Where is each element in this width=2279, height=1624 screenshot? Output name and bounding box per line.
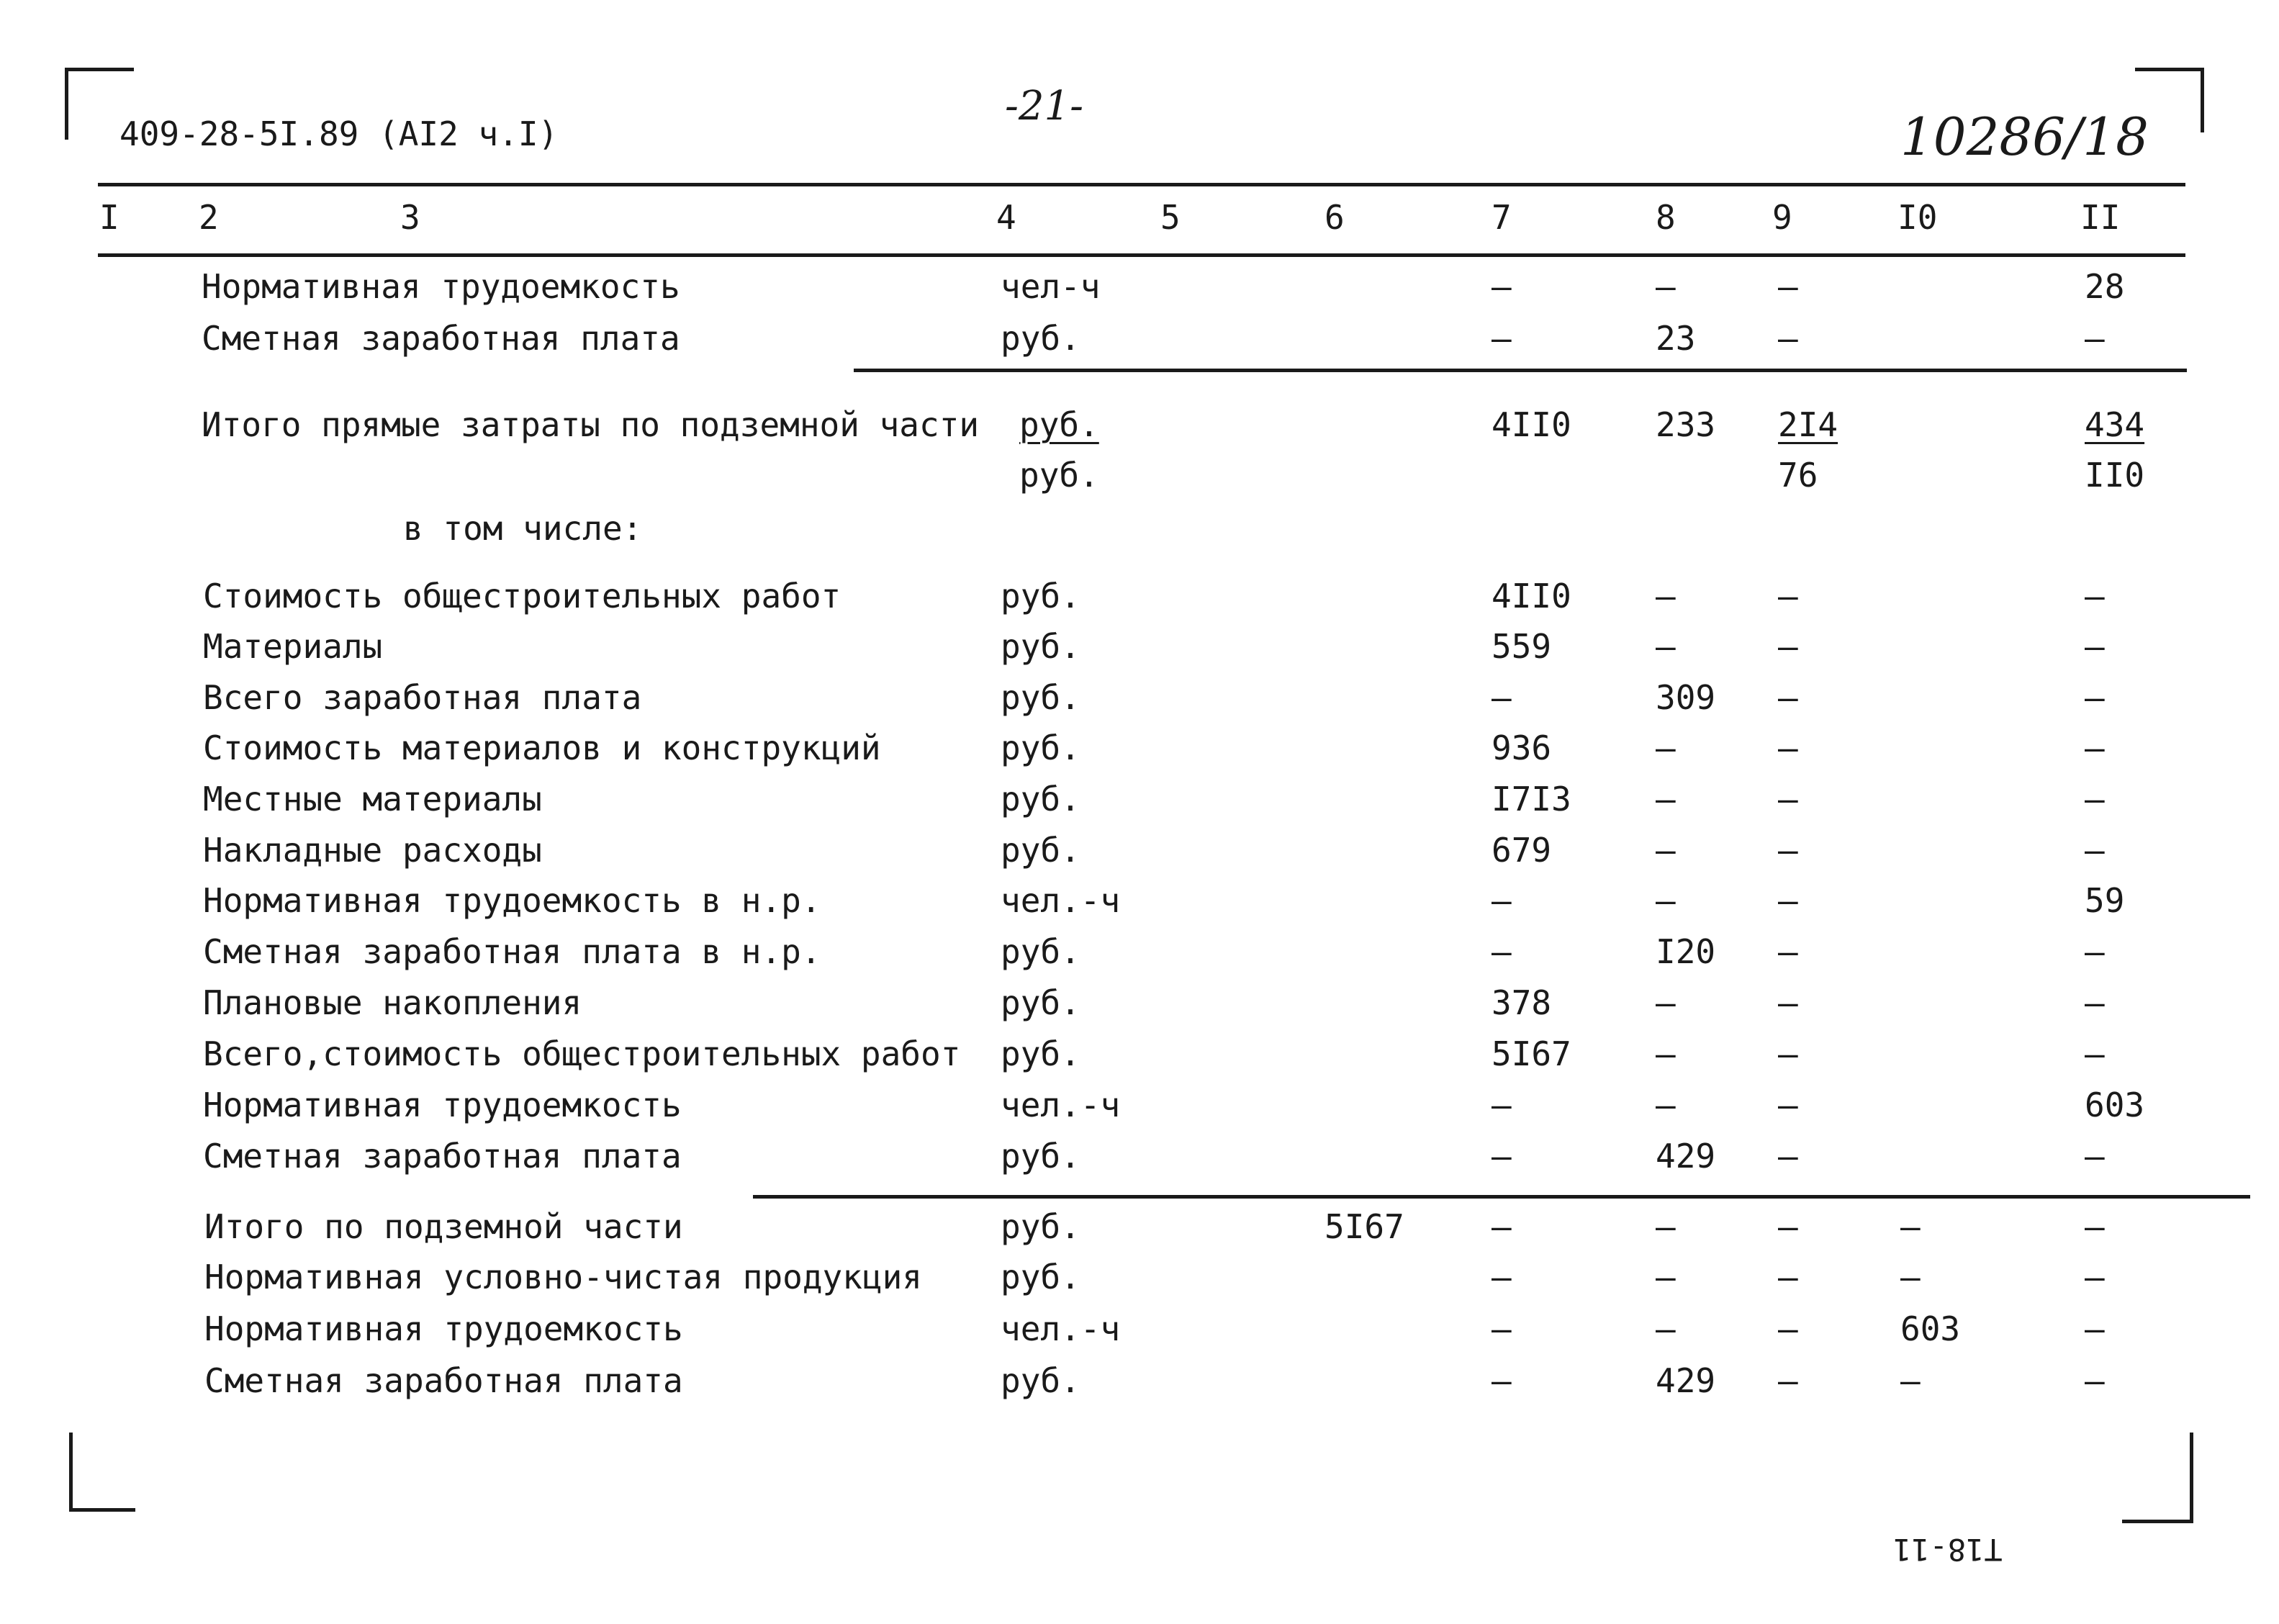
cell-col11: 59 xyxy=(2085,881,2125,920)
column-header: 9 xyxy=(1772,198,1792,237)
cell-col9: – xyxy=(1778,1086,1798,1124)
cell-col8: – xyxy=(1656,577,1676,615)
cell-col9: – xyxy=(1778,1361,1798,1400)
cell-col9: – xyxy=(1778,319,1798,358)
cell-col7: – xyxy=(1491,678,1512,717)
row-label: Стоимость материалов и конструкций xyxy=(203,728,881,767)
corner-top-left-v xyxy=(65,68,68,140)
cell-col7: – xyxy=(1491,1361,1512,1400)
cell-col10: 603 xyxy=(1900,1309,1961,1348)
cell-col11: – xyxy=(2085,1258,2105,1296)
cell-col8: – xyxy=(1656,881,1676,920)
row-unit: руб. xyxy=(1001,1207,1080,1246)
cell-col11: – xyxy=(2085,831,2105,870)
cell-col9: – xyxy=(1778,1207,1798,1246)
cell-col9: – xyxy=(1778,1034,1798,1073)
total-direct-col7: 4II0 xyxy=(1491,405,1571,444)
column-header: 2 xyxy=(199,198,219,237)
cell-col10: – xyxy=(1900,1207,1921,1246)
cell-col8: – xyxy=(1656,780,1676,818)
cell-col8: – xyxy=(1656,728,1676,767)
corner-bottom-left-v xyxy=(69,1433,73,1512)
cell-col9: – xyxy=(1778,1258,1798,1296)
cell-col10: – xyxy=(1900,1258,1921,1296)
cell-col11: – xyxy=(2085,1361,2105,1400)
column-header: 5 xyxy=(1160,198,1181,237)
row-label: Материалы xyxy=(203,627,383,666)
column-header: I0 xyxy=(1897,198,1938,237)
cell-col11: – xyxy=(2085,627,2105,666)
cell-col8: – xyxy=(1656,1034,1676,1073)
cell-col7: 679 xyxy=(1491,831,1552,870)
section-rule xyxy=(753,1195,2250,1199)
row-label: Всего заработная плата xyxy=(203,678,642,717)
cell-col11: – xyxy=(2085,780,2105,818)
cell-col8: – xyxy=(1656,1086,1676,1124)
corner-bottom-right-h xyxy=(2122,1520,2193,1523)
including-label: в том числе: xyxy=(403,509,643,548)
cell-col11: – xyxy=(2085,932,2105,971)
document-code: 409-28-5I.89 (AI2 ч.I) xyxy=(119,114,559,153)
row-label: Всего,стоимость общестроительных работ xyxy=(203,1034,961,1073)
cell-col9: – xyxy=(1778,932,1798,971)
cell-col7: 5I67 xyxy=(1491,1034,1571,1073)
row-label: Сметная заработная плата в н.р. xyxy=(203,932,821,971)
row-unit: руб. xyxy=(1001,728,1080,767)
row-unit: руб. xyxy=(1001,627,1080,666)
row-label: Местные материалы xyxy=(203,780,542,818)
cell-col9: – xyxy=(1778,983,1798,1022)
corner-top-right-h xyxy=(2135,68,2204,71)
cell-col8: 309 xyxy=(1656,678,1716,717)
total-direct-col11-bottom: II0 xyxy=(2085,456,2145,495)
cell-col7: I7I3 xyxy=(1491,780,1571,818)
cell-col11: – xyxy=(2085,577,2105,615)
cell-col8: – xyxy=(1656,627,1676,666)
cell-col9: – xyxy=(1778,267,1798,306)
corner-bottom-left-h xyxy=(69,1508,135,1512)
row-unit: руб. xyxy=(1001,932,1080,971)
corner-bottom-right-v xyxy=(2190,1433,2193,1523)
cell-col8: – xyxy=(1656,1309,1676,1348)
cell-col7: – xyxy=(1491,1207,1512,1246)
total-direct-col11-top: 434 xyxy=(2085,405,2145,444)
column-header: II xyxy=(2080,198,2121,237)
cell-col8: I20 xyxy=(1656,932,1716,971)
cell-col7: – xyxy=(1491,1137,1512,1176)
header-top-rule xyxy=(98,183,2185,186)
cell-col9: – xyxy=(1778,881,1798,920)
cell-col6: 5I67 xyxy=(1324,1207,1404,1246)
cell-col7: – xyxy=(1491,1086,1512,1124)
row-label: Накладные расходы xyxy=(203,831,542,870)
row-unit: руб. xyxy=(1001,678,1080,717)
row-unit: руб. xyxy=(1001,1034,1080,1073)
column-header: 6 xyxy=(1324,198,1345,237)
cell-col7: 4II0 xyxy=(1491,577,1571,615)
handwritten-reference: 10286/18 xyxy=(1900,107,2149,167)
column-header: 7 xyxy=(1491,198,1512,237)
column-header: 3 xyxy=(400,198,420,237)
row-unit: руб. xyxy=(1001,1361,1080,1400)
cell-col11: 28 xyxy=(2085,267,2125,306)
header-bottom-rule xyxy=(98,253,2185,257)
cell-col7: – xyxy=(1491,1309,1512,1348)
row-unit: руб. xyxy=(1001,319,1080,358)
row-label: Нормативная условно-чистая продукция xyxy=(204,1258,922,1296)
cell-col11: – xyxy=(2085,1207,2105,1246)
row-unit: руб. xyxy=(1001,831,1080,870)
cell-col9: – xyxy=(1778,678,1798,717)
cell-col8: – xyxy=(1656,1258,1676,1296)
row-label: Нормативная трудоемкость xyxy=(204,1309,683,1348)
cell-col7: – xyxy=(1491,881,1512,920)
cell-col7: 559 xyxy=(1491,627,1552,666)
row-label: Сметная заработная плата xyxy=(202,319,680,358)
cell-col7: 936 xyxy=(1491,728,1552,767)
column-header: 4 xyxy=(996,198,1016,237)
row-unit: руб. xyxy=(1001,780,1080,818)
row-unit: чел.-ч xyxy=(1001,881,1121,920)
cell-col11: – xyxy=(2085,678,2105,717)
row-unit: чел.-ч xyxy=(1001,1309,1121,1348)
cell-col11: – xyxy=(2085,1137,2105,1176)
row-label: Сметная заработная плата xyxy=(204,1361,683,1400)
total-direct-unit-top: руб. xyxy=(1019,405,1099,444)
subtotal-rule xyxy=(854,369,2187,372)
cell-col7: – xyxy=(1491,267,1512,306)
cell-col9: – xyxy=(1778,577,1798,615)
row-label: Итого по подземной части xyxy=(204,1207,683,1246)
cell-col7: – xyxy=(1491,1258,1512,1296)
cell-col8: 429 xyxy=(1656,1137,1716,1176)
cell-col11: 603 xyxy=(2085,1086,2145,1124)
cell-col10: – xyxy=(1900,1361,1921,1400)
row-label: Плановые накопления xyxy=(203,983,582,1022)
cell-col11: – xyxy=(2085,728,2105,767)
cell-col8: 23 xyxy=(1656,319,1696,358)
cell-col9: – xyxy=(1778,1309,1798,1348)
column-header: I xyxy=(99,198,119,237)
cell-col9: – xyxy=(1778,1137,1798,1176)
corner-top-right-v xyxy=(2201,68,2204,132)
row-label: Стоимость общестроительных работ xyxy=(203,577,841,615)
row-unit: чел.-ч xyxy=(1001,1086,1121,1124)
cell-col7: 378 xyxy=(1491,983,1552,1022)
corner-top-left-h xyxy=(65,68,134,71)
footer-code: T18-11 xyxy=(1893,1532,2003,1567)
total-direct-label: Итого прямые затраты по подземной части xyxy=(202,405,980,444)
cell-col8: – xyxy=(1656,267,1676,306)
cell-col9: – xyxy=(1778,728,1798,767)
cell-col8: – xyxy=(1656,1207,1676,1246)
row-unit: руб. xyxy=(1001,983,1080,1022)
cell-col7: – xyxy=(1491,932,1512,971)
cell-col9: – xyxy=(1778,831,1798,870)
cell-col11: – xyxy=(2085,983,2105,1022)
cell-col8: – xyxy=(1656,831,1676,870)
cell-col9: – xyxy=(1778,780,1798,818)
total-direct-col8: 233 xyxy=(1656,405,1716,444)
total-direct-unit-bottom: руб. xyxy=(1019,456,1099,495)
cell-col11: – xyxy=(2085,1034,2105,1073)
row-unit: руб. xyxy=(1001,577,1080,615)
cell-col8: 429 xyxy=(1656,1361,1716,1400)
total-direct-col9-top: 2I4 xyxy=(1778,405,1838,444)
row-unit: чел-ч xyxy=(1001,267,1101,306)
total-direct-col9-bottom: 76 xyxy=(1778,456,1818,495)
row-label: Сметная заработная плата xyxy=(203,1137,682,1176)
cell-col7: – xyxy=(1491,319,1512,358)
cell-col8: – xyxy=(1656,983,1676,1022)
cell-col9: – xyxy=(1778,627,1798,666)
row-unit: руб. xyxy=(1001,1137,1080,1176)
cell-col11: – xyxy=(2085,1309,2105,1348)
row-unit: руб. xyxy=(1001,1258,1080,1296)
cell-col11: – xyxy=(2085,319,2105,358)
row-label: Нормативная трудоемкость в н.р. xyxy=(203,881,821,920)
page-number: -21- xyxy=(1005,83,1084,130)
column-header: 8 xyxy=(1656,198,1676,237)
row-label: Нормативная трудоемкость xyxy=(203,1086,682,1124)
row-label: Нормативная трудоемкость xyxy=(202,267,680,306)
